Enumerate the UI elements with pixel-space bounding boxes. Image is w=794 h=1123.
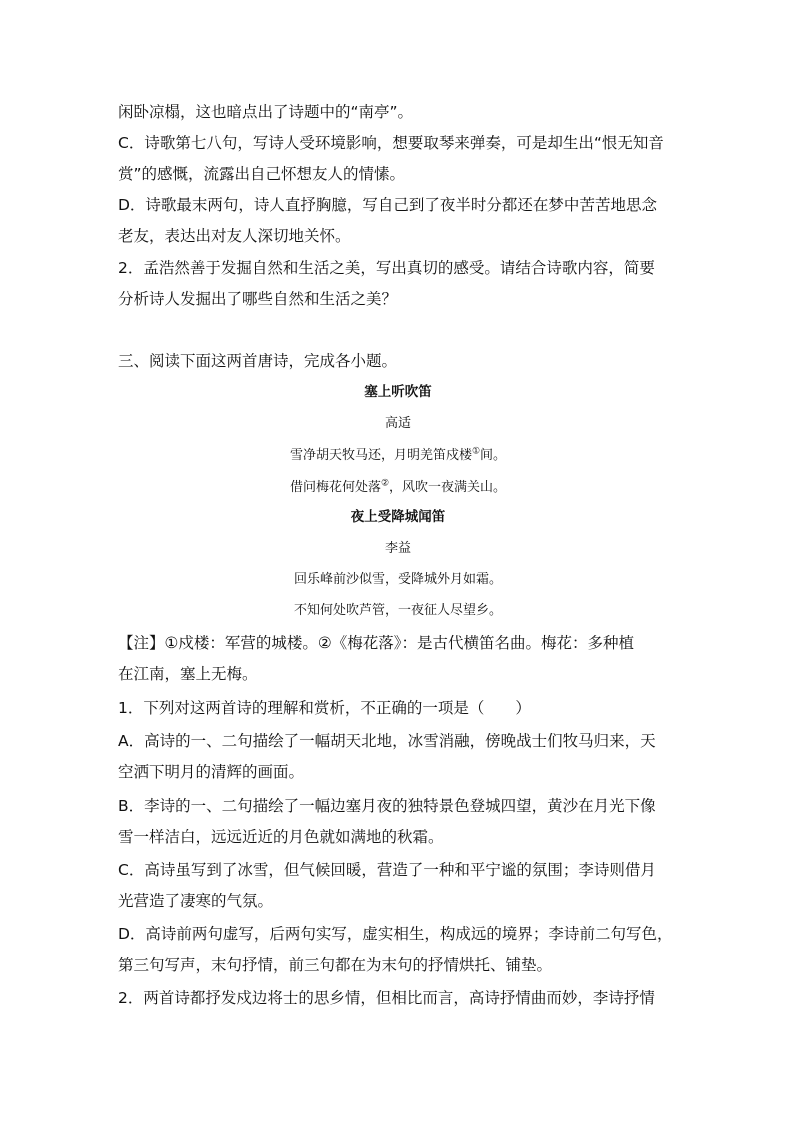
option-c-line-2: 赏”的感慨，流露出自己怀想友人的情愫。 bbox=[118, 165, 406, 183]
footnote-marker: ② bbox=[380, 478, 390, 489]
poem-1-line-2-text-a: 借问梅花何处落 bbox=[289, 480, 381, 495]
note-line-1: 【注】①戍楼：军营的城楼。②《梅花落》：是古代横笛名曲。梅花：多种植 bbox=[118, 634, 635, 652]
poem-2-author: 李益 bbox=[384, 541, 411, 556]
poem-1-line-1-text-a: 雪净胡天牧马还，月明羌笛戍楼 bbox=[289, 448, 472, 463]
option-d-line-2: 第三句写声，末句抒情，前三句都在为末句的抒情烘托、铺垫。 bbox=[118, 956, 553, 974]
section-heading: 三、阅读下面这两首唐诗，完成各小题。 bbox=[118, 352, 398, 370]
question-2: 2．两首诗都抒发戍边将士的思乡情，但相比而言，高诗抒情曲而妙，李诗抒情 bbox=[118, 989, 655, 1007]
option-d-line-2: 老友，表达出对友人深切地关怀。 bbox=[118, 227, 351, 245]
question-2-line-2: 分析诗人发掘出了哪些自然和生活之美？ bbox=[118, 290, 398, 308]
poem-1-line-1 bbox=[118, 440, 678, 471]
option-a-line-1: A．高诗的一、二句描绘了一幅胡天北地，冰雪消融，傍晚战士们牧马归来，天 bbox=[118, 732, 656, 750]
footnote-marker: ① bbox=[471, 446, 481, 457]
poem-2-title: 夜上受降城闻笛 bbox=[350, 509, 446, 525]
poem-1-author: 高适 bbox=[384, 416, 411, 431]
poem-1-line-2 bbox=[118, 472, 678, 503]
poem-1-line-1-text-b: 间。 bbox=[480, 448, 507, 463]
question-1: 1．下列对这两首诗的理解和赏析，不正确的一项是（ ） bbox=[118, 699, 531, 717]
option-d-line-1: D．高诗前两句虚写，后两句实写，虚实相生，构成远的境界；李诗前二句写色， bbox=[118, 925, 673, 943]
question-2-line-1: 2．孟浩然善于发掘自然和生活之美，写出真切的感受。请结合诗歌内容，简要 bbox=[118, 259, 655, 277]
option-d-line-1: D．诗歌最末两句，诗人直抒胸臆，写自己到了夜半时分都还在梦中苦苦地思念 bbox=[118, 196, 657, 214]
option-a-line-2: 空洒下明月的清辉的画面。 bbox=[118, 763, 305, 781]
poem-1-title: 塞上听吹笛 bbox=[364, 384, 432, 400]
option-c-line-2: 光营造了凄寒的气氛。 bbox=[118, 892, 274, 910]
option-b-line-2: 雪一样洁白，远远近近的月色就如满地的秋霜。 bbox=[118, 828, 444, 846]
note-line-2: 在江南，塞上无梅。 bbox=[118, 665, 258, 683]
text-line: 闲卧凉榻，这也暗点出了诗题中的“南亭”。 bbox=[118, 103, 414, 121]
poem-2-line-1: 回乐峰前沙似雪，受降城外月如霜。 bbox=[293, 572, 502, 587]
option-c-line-1: C．诗歌第七八句，写诗人受环境影响，想要取琴来弹奏，可是却生出“恨无知音 bbox=[118, 134, 664, 152]
option-b-line-1: B．李诗的一、二句描绘了一幅边塞月夜的独特景色登城四望，黄沙在月光下像 bbox=[118, 797, 656, 815]
poem-2-line-2: 不知何处吹芦管，一夜征人尽望乡。 bbox=[293, 603, 502, 618]
option-c-line-1: C．高诗虽写到了冰雪，但气候回暖，营造了一种和平宁谧的氛围；李诗则借月 bbox=[118, 861, 656, 879]
poem-1-line-2-text-b: ，风吹一夜满关山。 bbox=[389, 480, 507, 495]
